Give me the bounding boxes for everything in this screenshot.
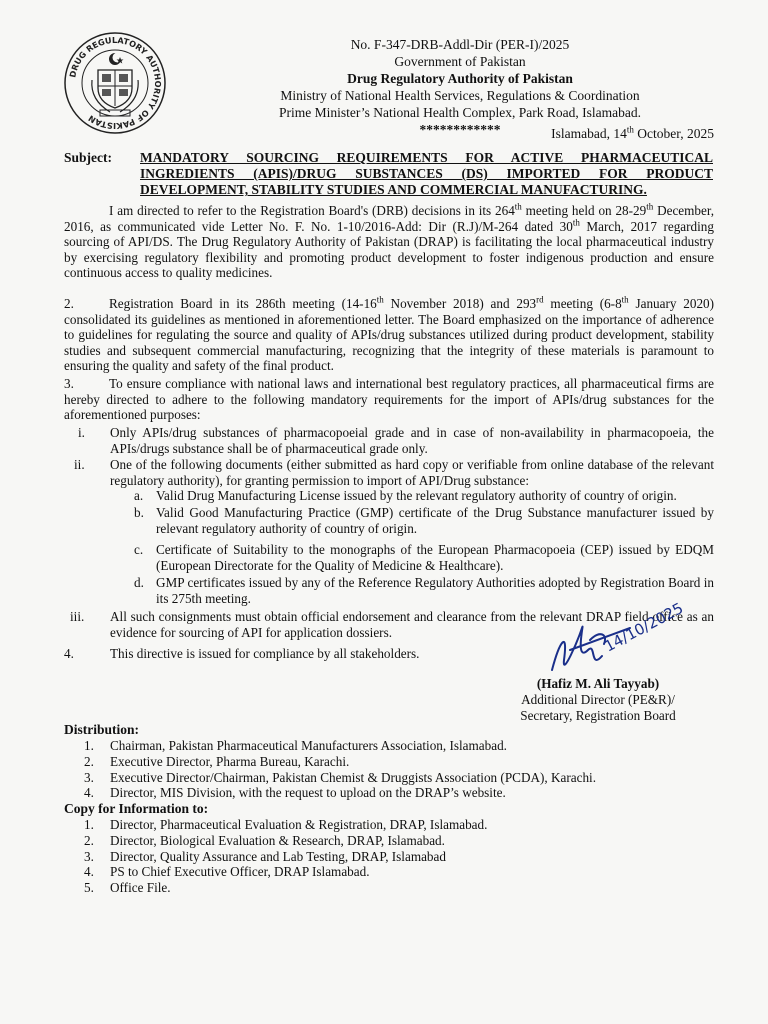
letter-header <box>230 36 690 138</box>
subitem-b-number: b. <box>134 505 144 520</box>
list-item: 4. Director, MIS Division, with the request to upload on the DRAP’s website. <box>84 785 506 801</box>
list-item: 2. Executive Director, Pharma Bureau, Karachi. <box>84 753 350 769</box>
item-iii-text: All such consignments must obtain official endorsement and clearance from the relevant DRAP field office as an evidence for sourcing of API for application dossiers. <box>110 609 714 640</box>
ministry-name: Ministry of National Health Services, Regulations & Coordination <box>280 88 640 103</box>
paragraph-4-text: This directive is issued for compliance by all stakeholders. <box>110 646 420 661</box>
signatory-title-1: Additional Director (PE&R)/ <box>521 692 675 707</box>
subitem-a-number: a. <box>134 488 144 503</box>
svg-text:14/10/2025: 14/10/2025 <box>601 599 687 656</box>
list-item: 1. Director, Pharmaceutical Evaluation & Registration, DRAP, Islamabad. <box>84 817 488 832</box>
list-item: 3. Executive Director/Chairman, Pakistan Chemist & Druggists Association (PCDA), Karachi. <box>84 769 597 785</box>
subitem-a-text: Valid Drug Manufacturing License issued by the relevant regulatory authority of country of origin. <box>156 488 677 503</box>
subject-text: MANDATORY SOURCING REQUIREMENTS FOR ACTIVE PHARMACEUTICAL INGREDIENTS (APIS)/DRUG SUBSTANCES (DS) IMPORTED FOR PRODUCT DEVELOPMENT, STABILITY STUDIES AND COMMERCIAL MANUFACTURING. <box>140 150 713 197</box>
item-i-text: Only APIs/drug substances of pharmacopoeial grade and in case of non-availability in pharmacopoeia, the APIs/drugs substance shall be of pharmaceutical grade only. <box>110 425 714 456</box>
paragraph-2-number: 2. <box>64 296 74 311</box>
item-ii-text: One of the following documents (either submitted as hard copy or verifiable from online database of the relevant regulatory authority), for granting permission to import of API/Drug substance: <box>110 457 714 488</box>
government-name: Government of Pakistan <box>394 54 526 69</box>
header-stars: ************ <box>419 122 501 137</box>
drap-seal-logo <box>62 30 168 136</box>
list-item: 3. Director, Quality Assurance and Lab Testing, DRAP, Islamabad <box>84 848 446 864</box>
paragraph-3-number: 3. <box>64 376 74 391</box>
subject-label: Subject: <box>64 150 112 165</box>
letter-date: Islamabad, 14th October, 2025 <box>551 124 714 141</box>
list-item: 1. Chairman, Pakistan Pharmaceutical Manufacturers Association, Islamabad. <box>84 738 507 753</box>
address-line: Prime Minister’s National Health Complex, Park Road, Islamabad. <box>279 105 641 120</box>
paragraph-1: I am directed to refer to the Registration Board's (DRB) decisions in its 264th meeting held on 28-29th December, 2016, as communicated vide Letter No. F. No. 1-10/2016-Add: Dir (R.J)/M-264 dated 30th March, 2017 regarding sourcing of API/DS. The Drug Regulatory Authority of Pakistan (DRAP) is facilitating the local pharmaceutical industry by exercising regulatory flexibility and promoting product development to foster indigenous production and ensure continuous access to quality medicines. <box>64 201 715 281</box>
list-item: 2. Director, Biological Evaluation & Research, DRAP, Islamabad. <box>84 832 445 848</box>
item-ii-number: ii. <box>74 457 85 472</box>
subitem-c-text: Certificate of Suitability to the monographs of the European Pharmacopoeia (CEP) issued by EDQM (European Directorate for the Quality of Medicine & Healthcare). <box>156 542 714 573</box>
reference-number: No. F-347-DRB-Addl-Dir (PER-I)/2025 <box>350 37 570 52</box>
authority-name: Drug Regulatory Authority of Pakistan <box>347 71 573 86</box>
signatory-name: (Hafiz M. Ali Tayyab) <box>536 676 660 691</box>
distribution-list <box>84 738 596 801</box>
seal-ring-text: DRUG REGULATORY AUTHORITY OF PAKISTAN <box>67 34 164 132</box>
item-i-number: i. <box>78 425 85 440</box>
signature-block <box>510 676 686 724</box>
copy-heading: Copy for Information to: <box>64 801 209 816</box>
subitem-b-text: Valid Good Manufacturing Practice (GMP) certificate of the Drug Substance manufacturer issued by relevant regulatory authority of country of origin. <box>156 505 714 536</box>
paragraph-4-number: 4. <box>64 646 74 661</box>
subitem-d-number: d. <box>134 575 144 590</box>
signatory-title-2: Secretary, Registration Board <box>520 708 676 723</box>
subitem-c-number: c. <box>134 542 144 557</box>
paragraph-2: Registration Board in its 286th meeting (14-16th November 2018) and 293rd meeting (6-8th January 2020) consolidated its guidelines as mentioned in aforementioned letter. The Board emphasized on the importance of adherence to guidelines for regulating the source and quality of APIs/drug substances utilized during product development, stability studies and subsequent commercial manufacturing, recognizing that the integrity of these materials is paramount to ensuring the quality and safety of the final product. <box>64 294 715 374</box>
copy-list <box>84 817 487 896</box>
item-iii-number: iii. <box>70 609 85 624</box>
paragraph-3: To ensure compliance with national laws and international best regulatory practices, all pharmaceutical firms are hereby directed to adhere to the following mandatory requirements for the import of APIs/drug substances for the aforementioned purposes: <box>64 376 714 423</box>
distribution-heading: Distribution: <box>64 722 140 737</box>
list-item: 4. PS to Chief Executive Officer, DRAP Islamabad. <box>84 864 370 880</box>
subitem-d-text: GMP certificates issued by any of the Reference Regulatory Authorities adopted by Registration Board in its 275th meeting. <box>156 575 714 606</box>
list-item: 5. Office File. <box>84 880 171 896</box>
